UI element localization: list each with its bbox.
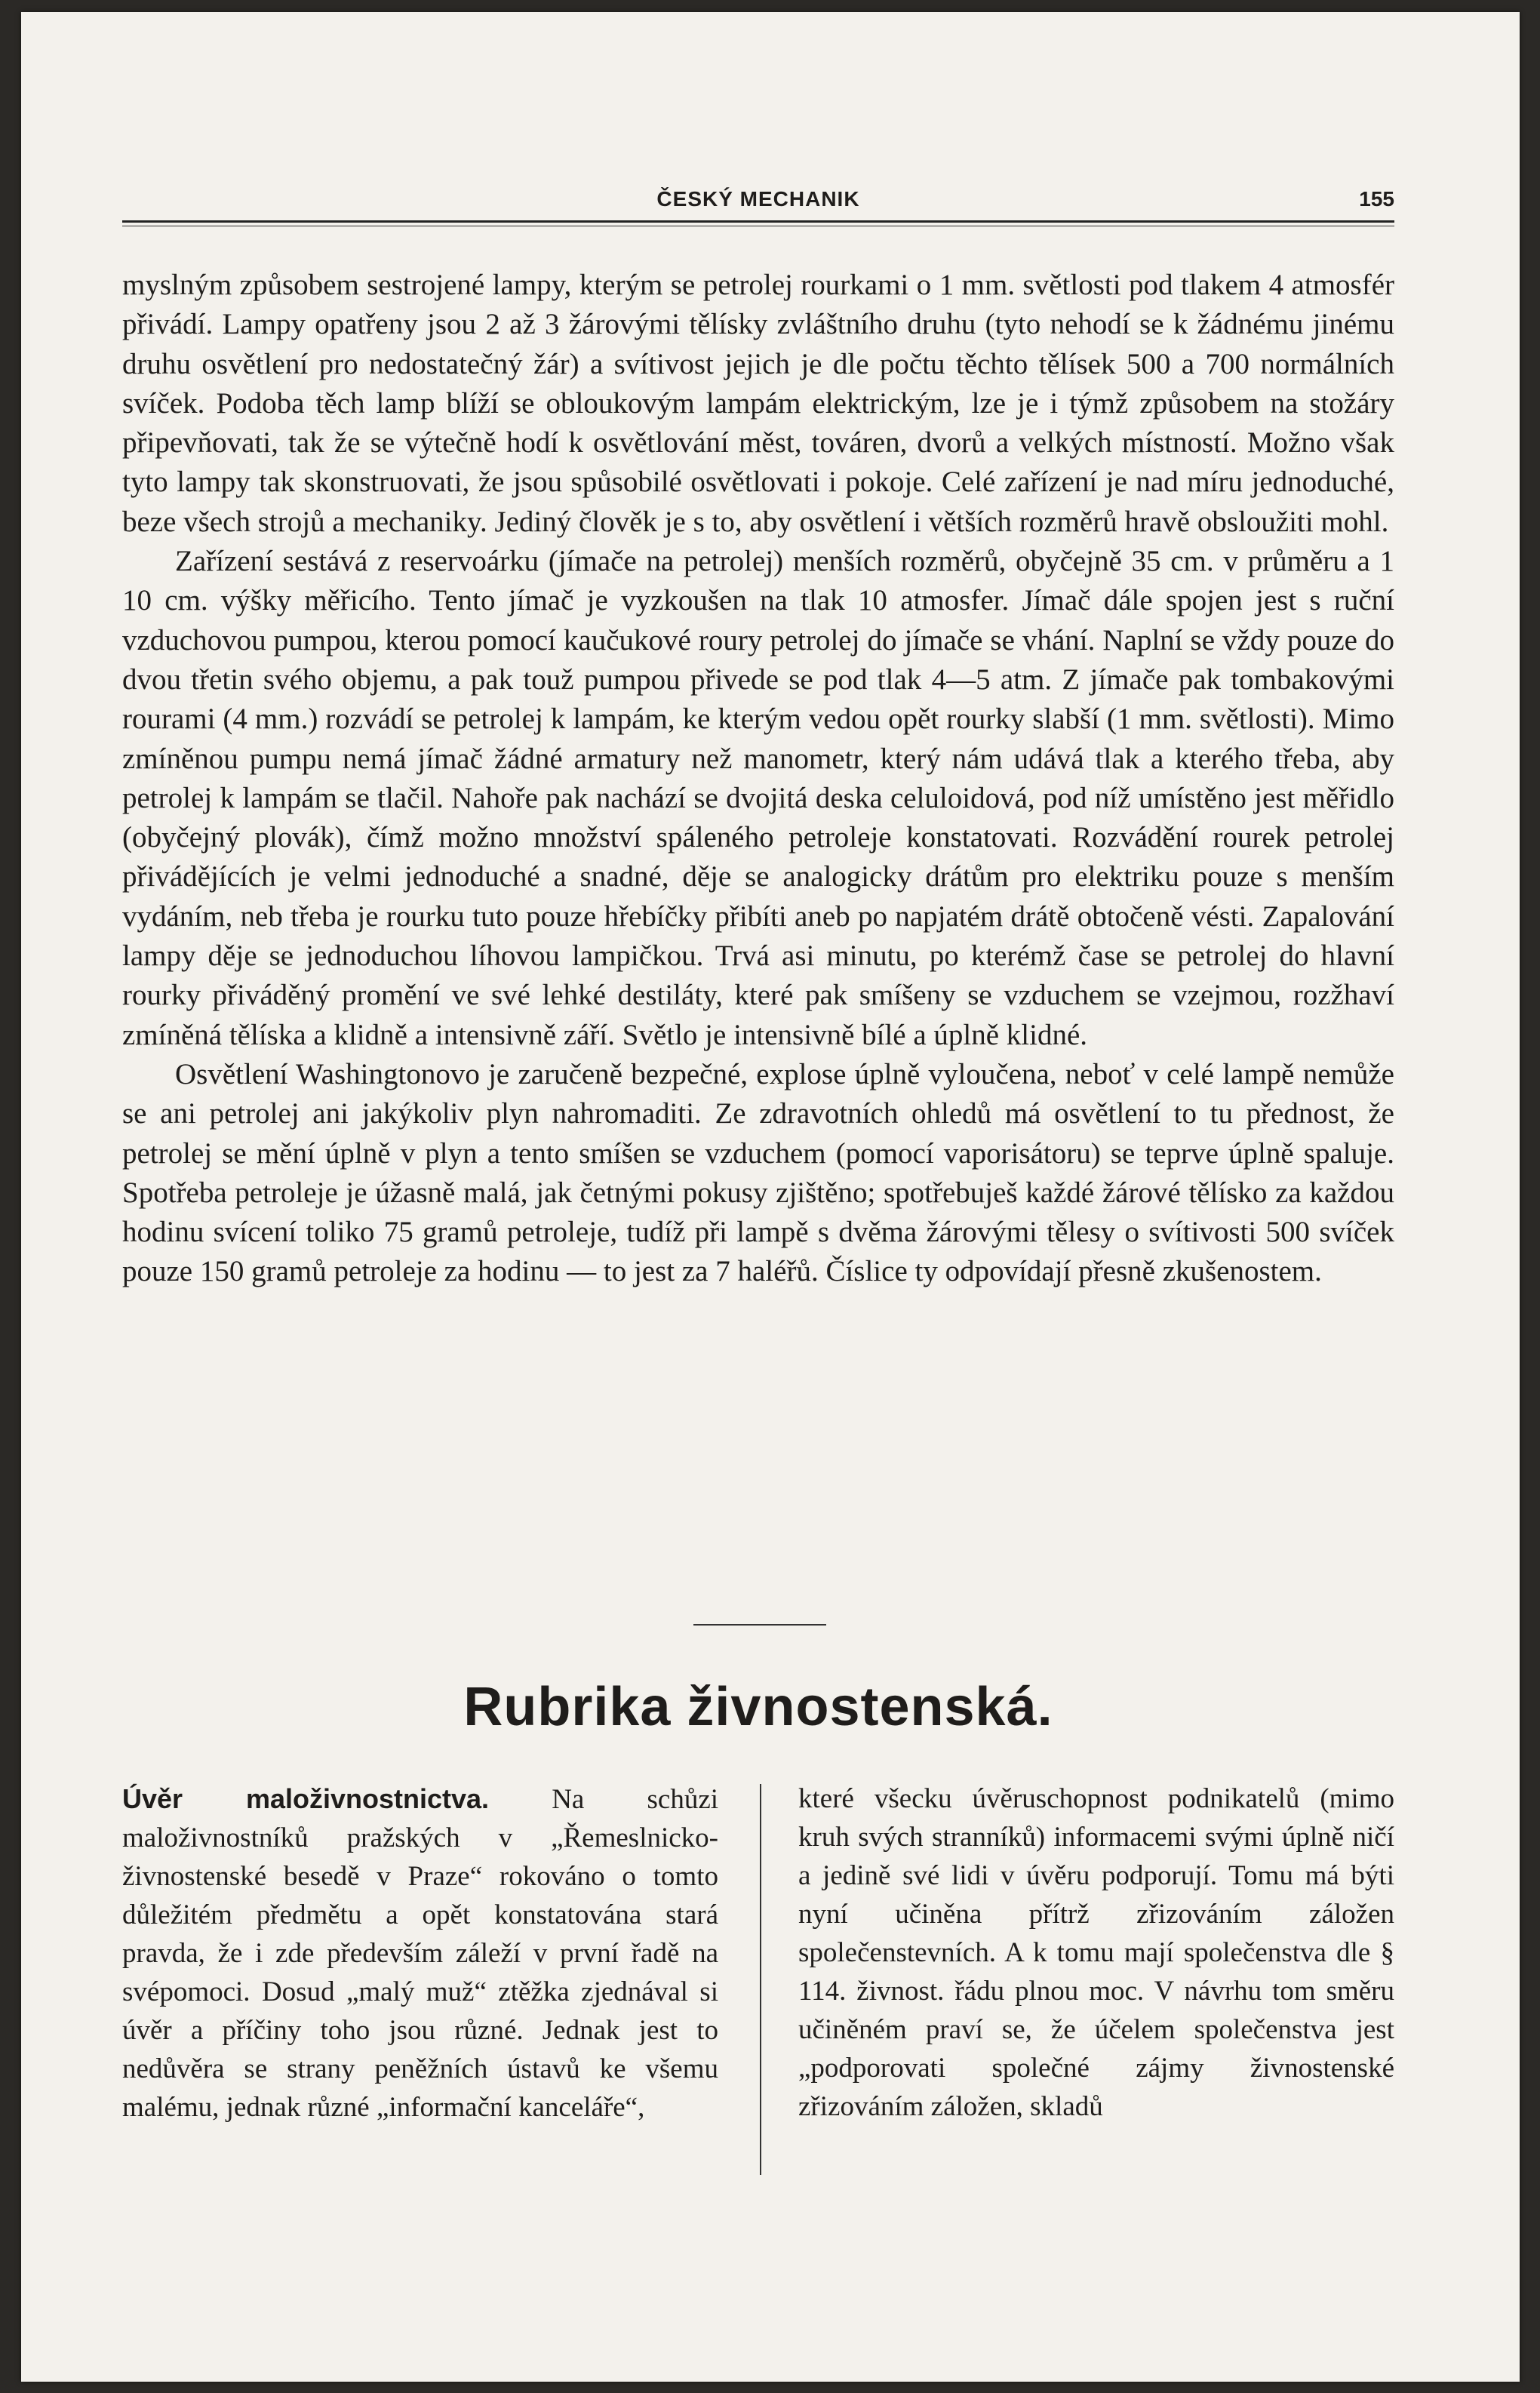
right-column-text: které všecku úvěruschopnost podnikatelů (mimo kruh svých stranníků) informacemi svými úplně ničí a jedině své lidi v úvěru podporují. Tomu má býti nyní učiněna přítrž zřizováním záložen společenstevních. A k tomu mají společenstva dle § 114. živnost. řádu plnou moc. V návrhu tom směru učiněném praví se, že účelem společenstva jest „podporovati společné zájmy živnostenské zřizováním záložen, skladů — [798, 1783, 1394, 2122]
column-divider — [760, 1784, 761, 2175]
journal-title: ČESKÝ MECHANIK — [656, 187, 860, 211]
article-paragraph: Osvětlení Washingtonovo je zaručeně bezpečné, explose úplně vyloučena, neboť v celé lampě nemůže se ani petrolej ani jakýkoliv plyn nahromaditi. Ze zdravotních ohledů má osvětlení to tu přednost, že petrolej se mění úplně v plyn a tento smíšen se vzduchem (pomocí vaporisátoru) se teprve úplně spaluje. Spotřeba petroleje je úžasně malá, jak četnými pokusy zjištěno; spotřebuješ každé žárové tělísko za každou hodinu svícení toliko 75 gramů petroleje, tudíž při lampě s dvěma žárovými tělesy o svítivosti 500 svíček pouze 150 gramů petroleje za hodinu — to jest za 7 haléřů. Číslice ty odpovídají přesně zkušenostem. — [122, 1057, 1394, 1288]
article-body — [122, 266, 1394, 1292]
page-number: 155 — [1359, 187, 1394, 211]
left-column — [122, 1779, 718, 2127]
section-heading: Rubrika živnostenská. — [463, 1677, 1053, 1737]
left-column-text: Na schůzi maloživnostníků pražských v „Řemeslnicko-živnostenské besedě v Praze“ rokováno o tomto důležitém předmětu a opět konstatována stará pravda, že i zde především záleží v první řadě na svépomoci. Dosud „malý muž“ ztěžka zjednával si úvěr a příčiny toho jsou různé. Jednak jest to nedůvěra se strany peněžních ústavů ke všemu malému, jednak různé „informační kanceláře“, — [122, 1784, 719, 2123]
section-separator — [693, 1624, 826, 1626]
article-paragraph: Zařízení sestává z reservoárku (jímače na petrolej) menších rozměrů, obyčejně 35 cm. v průměru a 1 10 cm. výšky měřicího. Tento jímač je vyzkoušen na tlak 10 atmosfer. Jímač dále spojen jest s ruční vzduchovou pumpou, kterou pomocí kaučukové roury petrolej do jímače se vhání. Naplní se vždy pouze do dvou třetin svého objemu, a pak touž pumpou přivede se pod tlak 4—5 atm. Z jímače pak tombakovými rourami (4 mm.) rozvádí se petrolej k lampám, ke kterým vedou opět rourky slabší (1 mm. světlosti). Mimo zmíněnou pumpu nemá jímač žádné armatury než manometr, který nám udává tlak a kterého třeba, aby petrolej k lampám se tlačil. Nahoře pak nachází se dvojitá deska celuloidová, pod níž umístěno jest měřidlo (obyčejný plovák), čímž možno množství spáleného petroleje konstatovati. Rozvádění rourek petrolej přivádějících je velmi jednoduché a snadné, děje se analogicky drátům pro elektriku pouze s menším vydáním, neb třeba je rourku tuto pouze hřebíčky přibíti aneb po napjatém drátě obtočeně vésti. Zapalování lampy děje se jednoduchou líhovou lampičkou. Trvá asi minutu, po kterémž čase se petrolej do hlavní rourky přiváděný promění ve své lehké destiláty, které pak smíšeny se vzduchem se vzejmou, rozžhaví zmíněná tělíska a klidně a intensivně září. Světlo je intensivně bílé a úplně klidné. — [122, 545, 1394, 1051]
right-column — [798, 1779, 1394, 2126]
run-in-title: Úvěr maloživnostnictva. — [122, 1783, 490, 1814]
page-content — [122, 12, 1394, 2382]
running-head — [122, 177, 1394, 214]
scanned-page — [21, 12, 1520, 2382]
header-rule-thick — [122, 220, 1394, 223]
article-paragraph: myslným způsobem sestrojené lampy, kterým se petrolej rourkami o 1 mm. světlosti pod tlakem 4 atmosfér přivádí. Lampy opatřeny jsou 2 až 3 žárovými tělísky zvláštního druhu (tyto nehodí se k žádnému jinému druhu osvětlení pro nedostatečný žár) a svítivost jejich je dle počtu těchto tělísek 500 a 700 normálních svíček. Podoba těch lamp blíží se obloukovým lampám elektrickým, lze je i týmž způsobem na stožáry připevňovati, tak že se výtečně hodí k osvětlování měst, továren, dvorů a velkých místností. Možno však tyto lampy tak skonstruovati, že jsou spůsobilé osvětlovati i pokoje. Celé zařízení je nad míru jednoduché, beze všech strojů a mechaniky. Jediný člověk je s to, aby osvětlení i větších rozměrů hravě obsloužiti mohl. — [122, 269, 1394, 538]
